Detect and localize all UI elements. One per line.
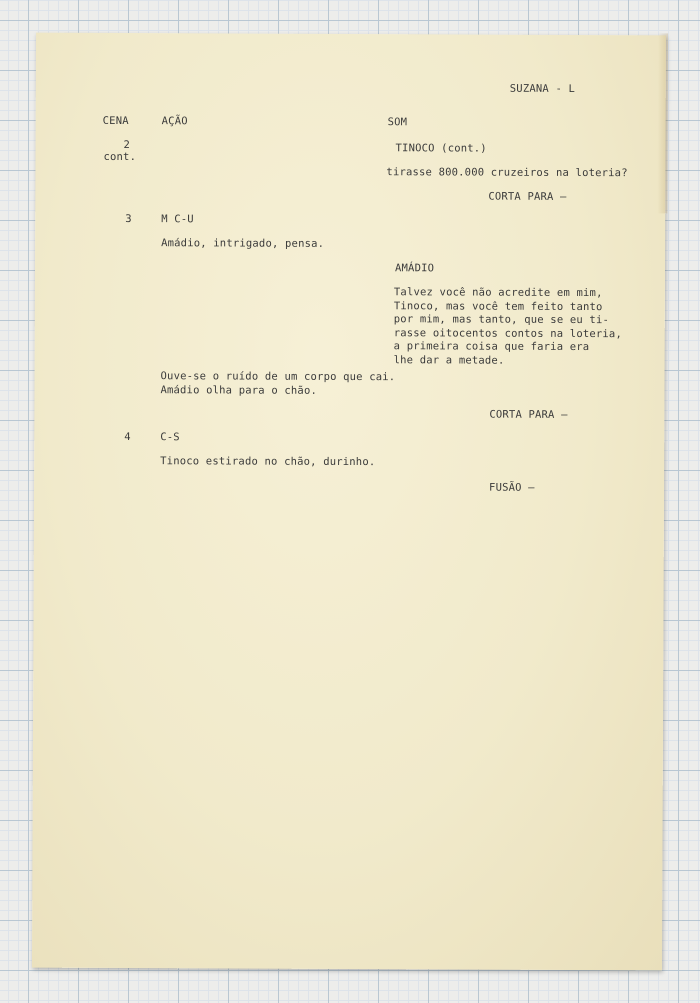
transition: CORTA PARA — [489,408,568,421]
column-header-sound: SOM [387,116,408,129]
scene-cont-label: cont. [103,150,137,164]
action-text: Amádio, intrigado, pensa. [161,237,325,250]
typewritten-page [32,33,666,971]
transition: FUSÃO — [489,481,535,494]
shot-type: C-S [160,431,180,444]
paper-edge-stain [657,33,668,213]
action-text: Tinoco estirado no chão, durinho. [160,455,376,469]
character-name: TINOCO (cont.) [395,142,487,155]
dialogue-block: Talvez você não acredite em mim, Tinoco, mas você tem feito tanto por mim, mas tanto, que se eu ti- rasse oitocentos contos na loteria, a primeira coisa que faria era lhe dar a metade. [393,286,623,367]
character-name: AMÁDIO [394,262,435,275]
scene-number: 4 [124,431,131,444]
shot-type: M C-U [161,213,194,226]
page-header: SUZANA - L [509,82,576,95]
column-header-scene: CENA [102,114,129,128]
action-text: Ouve-se o ruído de um corpo que cai. Amádio olha para o chão. [160,370,396,397]
scene-number: 2 [123,139,131,152]
scene-number: 3 [125,213,132,226]
transition: CORTA PARA — [488,190,567,203]
column-header-action: AÇÃO [161,115,188,128]
dialogue-line: tirasse 800.000 cruzeiros na loteria? [386,166,628,180]
